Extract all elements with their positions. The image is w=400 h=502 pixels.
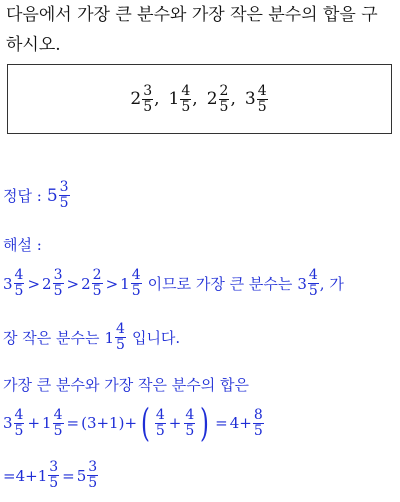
answer-whole: 5	[46, 185, 58, 206]
number-box	[7, 64, 392, 134]
box-number-3: 2 $\frac{2}{5}$ ,	[206, 82, 236, 115]
question-line-1: 다음에서 가장 큰 분수와 가장 작은 분수의 합을 구	[6, 5, 378, 25]
sum-intro: 가장 큰 분수와 가장 작은 분수의 합은	[3, 376, 249, 394]
left-paren: (	[140, 401, 150, 445]
question-line-2: 하시오.	[6, 35, 61, 55]
answer-label: 정답 :	[3, 187, 42, 205]
smallest-line: 장 작은 분수는 1 $\frac{4}{5}$ 입니다.	[3, 321, 181, 353]
box-number-1: 2 $\frac{3}{5}$ ,	[130, 82, 160, 115]
box-number-2: 1 $\frac{4}{5}$ ,	[168, 82, 198, 115]
equation-1: 3 $\frac{4}{5}$ + 1 $\frac{4}{5}$ = (3+1)+ ( $\frac{4}{5}$ + $\frac{4}{5}$ ) = 4+ $\frac{8}{5}$	[3, 401, 263, 445]
equation-2: =4+ 1 $\frac{3}{5}$ = 5 $\frac{3}{5}$	[3, 459, 98, 491]
answer-line	[3, 180, 71, 211]
right-paren: )	[200, 401, 210, 445]
answer-fraction: $\frac{3}{5}$	[59, 179, 69, 211]
box-number-4: 3 $\frac{4}{5}$	[244, 82, 267, 115]
comparison-line: 3 $\frac{4}{5}$ > 2 $\frac{3}{5}$ > 2 $\frac{2}{5}$ > 1 $\frac{4}{5}$ 이므로 가장 큰 분수는 3 $\frac{4}{5}$ , 가	[3, 267, 344, 299]
explanation-label: 해설 :	[3, 236, 42, 254]
